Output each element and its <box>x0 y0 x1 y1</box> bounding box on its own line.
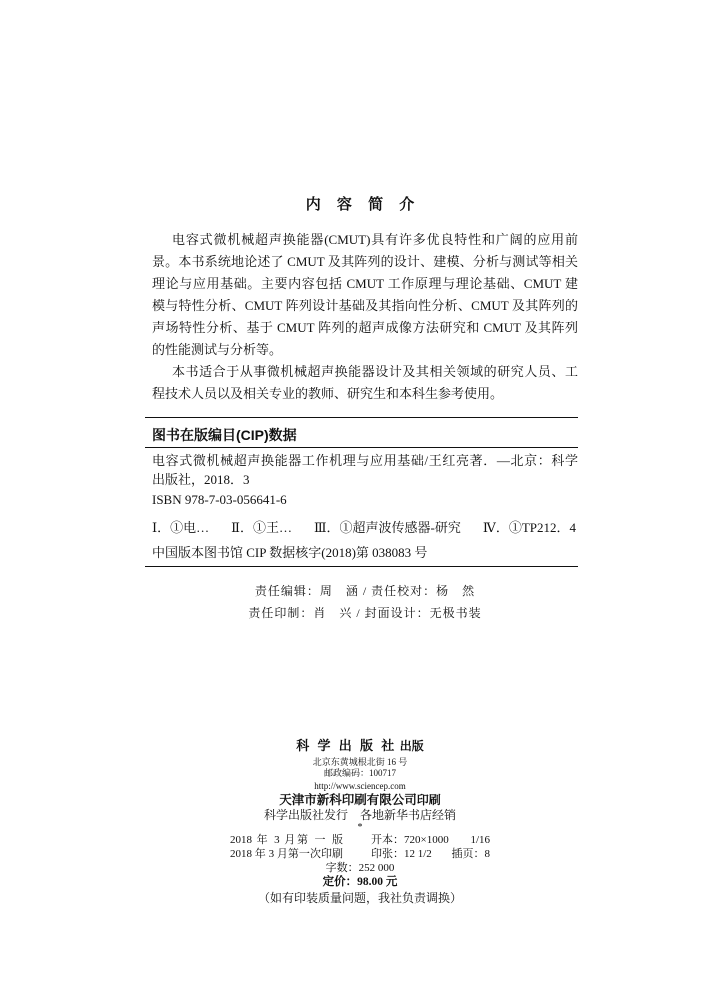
editor-credits: 责任编辑：周 涵 / 责任校对：杨 然 <box>254 584 476 598</box>
intro-title: 内 容 简 介 <box>305 196 421 213</box>
production-credits: 责任印制：肖 兴 / 封面设计：无极书装 <box>248 606 482 620</box>
format: 开本：720×1000 <box>371 834 449 846</box>
cip-class-item: Ⅲ．①超声波传感器-研究 <box>313 520 461 535</box>
format-fraction: 1/16 <box>470 834 490 846</box>
printing-row <box>230 847 490 861</box>
intro-line: 模与特性分析、CMUT 阵列设计基础及其指向性分析、CMUT 及其阵列的 <box>152 298 578 313</box>
cip-record-line: 出版社，2018．3 <box>152 472 250 487</box>
cip-record-line: 电容式微机械超声换能器工作机理与应用基础/王红亮著．—北京：科学 <box>152 453 578 468</box>
cip-class-item: Ⅰ．①电… <box>152 520 210 535</box>
separator-star: * <box>357 822 363 833</box>
price: 定价：98.00 元 <box>322 876 398 888</box>
intro-text <box>152 229 578 405</box>
cip-class-item: Ⅳ．①TP212．4 <box>482 520 577 535</box>
publisher-postcode: 邮政编码：100717 <box>323 768 396 778</box>
intro-line: 景。本书系统地论述了 CMUT 及其阵列的设计、建模、分析与测试等相关 <box>152 254 578 269</box>
plates: 插页：8 <box>451 848 490 860</box>
cip-bottom-rule <box>145 566 578 567</box>
printer-suffix: 印刷 <box>416 793 441 807</box>
publisher-line <box>0 737 720 755</box>
cip-heading-rule <box>145 447 578 448</box>
printing: 2018 年 3 月第一次印刷 <box>230 848 343 860</box>
word-count: 字数：252 000 <box>325 862 395 874</box>
intro-line: 本书适合于从事微机械超声换能器设计及其相关领域的研究人员、工 <box>172 364 578 379</box>
publisher-address: 北京东黄城根北街 16 号 <box>312 757 408 767</box>
intro-line: 程技术人员以及相关专业的教师、研究生和本科生参考使用。 <box>152 386 504 401</box>
distribution-line: 科学出版社发行 各地新华书店经销 <box>263 808 456 822</box>
cip-heading: 图书在版编目(CIP)数据 <box>152 427 297 443</box>
intro-line: 理论与应用基础。主要内容包括 CMUT 工作原理与理论基础、CMUT 建 <box>152 276 578 291</box>
intro-line: 电容式微机械超声换能器(CMUT)具有许多优良特性和广阔的应用前 <box>172 232 578 247</box>
cip-isbn: ISBN 978-7-03-056641-6 <box>152 492 287 507</box>
cip-class-item: Ⅱ．①王… <box>231 520 292 535</box>
publication-details <box>230 833 490 861</box>
edition-row <box>230 833 490 847</box>
quality-notice: （如有印装质量问题，我社负责调换） <box>257 891 462 905</box>
publisher-website: http://www.sciencep.com <box>314 781 406 791</box>
edition: 2018 年 3 月第 一 版 <box>230 834 343 846</box>
cip-catalog-number: 中国版本图书馆 CIP 数据核字(2018)第 038083 号 <box>152 545 428 560</box>
cip-top-rule <box>145 417 578 418</box>
publisher-name: 科 学 出 版 社 <box>296 738 397 753</box>
intro-line: 声场特性分析、基于 CMUT 阵列的超声成像方法研究和 CMUT 及其阵列 <box>152 320 578 335</box>
cip-classification <box>152 519 578 537</box>
printer-line <box>0 792 720 808</box>
publisher-suffix: 出版 <box>399 739 424 753</box>
intro-line: 的性能测试与分析等。 <box>152 342 283 357</box>
sheets: 印张：12 1/2 <box>371 848 432 860</box>
printer-name: 天津市新科印刷有限公司 <box>279 793 417 807</box>
